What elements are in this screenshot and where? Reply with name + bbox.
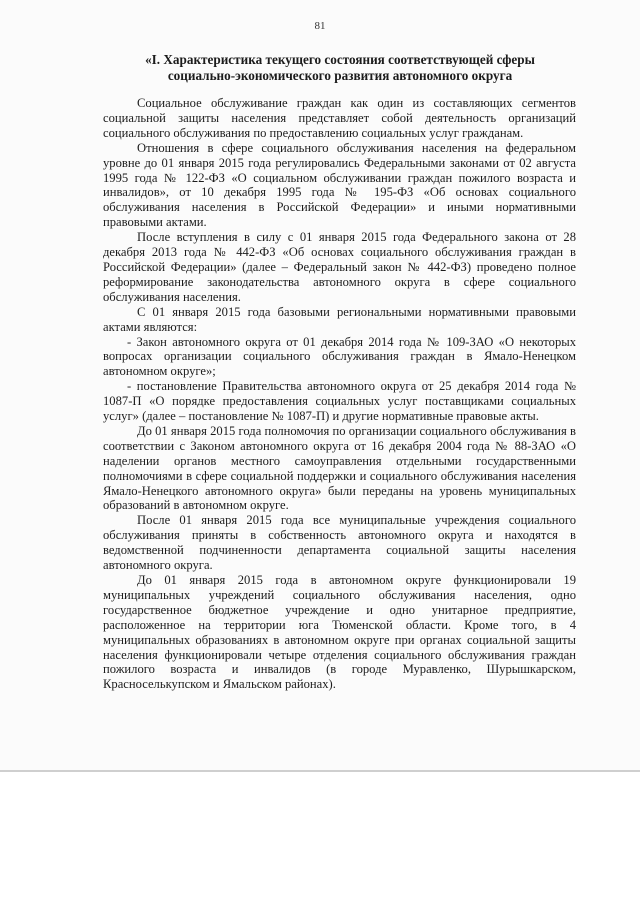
paragraph-1: Социальное обслуживание граждан как один из составляющих сегментов социальной защиты населения представляет собой деятельность организаций социального обслуживания по предоставлению социальных услуг гражданам. (103, 96, 576, 140)
list-item-law: - Закон автономного округа от 01 декабря 2014 года № 109-ЗАО «О некоторых вопросах организации социального обслуживания граждан в Ямало-Ненецком автономном округе»; (103, 334, 576, 379)
paragraph-9: До 01 января 2015 года в автономном округе функционировали 19 муниципальных учреждений социального обслуживания населения, одно государственное бюджетное учреждение и одно унитарное предприятие, расположенное на территории юга Тюменской области. Кроме того, в 4 муниципальных образованиях в автономном округе при органах социальной защиты населения функционировали четыре отделения социального обслуживания граждан пожилого возраста и инвалидов (в городе Муравленко, Шурышкарском, Красноселькупском и Ямальском районах). (103, 573, 576, 692)
section-title-line-1: «I. Характеристика текущего состояния соответствующей сферы (145, 52, 535, 67)
paragraph-4: С 01 января 2015 года базовыми региональными нормативными правовыми актами являются: (103, 304, 576, 334)
section-title-line-2: социально-экономического развития автономного округа (167, 68, 513, 83)
paragraph-3: После вступления в силу с 01 января 2015 года Федерального закона от 28 декабря 2013 года № 442-ФЗ «Об основах социального обслуживания граждан в Российской Федерации» (далее – Федеральный закон № 442-ФЗ) проведено полное реформирование законодательства автономного округа в сфере социального обслуживания населения. (103, 230, 576, 304)
paragraph-8: После 01 января 2015 года все муниципальные учреждения социального обслуживания приняты в собственность автономного округа и находятся в ведомственной подчиненности департамента социальной защиты населения автономного округа. (103, 513, 576, 573)
page-number: 81 (314, 20, 326, 32)
paragraph-2: Отношения в сфере социального обслуживания населения на федеральном уровне до 01 января 2015 года регулировались Федеральными законами от 02 августа 1995 года № 122-ФЗ «О социальном обслуживании граждан пожилого возраста и инвалидов», от 10 декабря 1995 года № 195-ФЗ «Об основах социального обслуживания населения в Российской Федерации» и иными нормативными правовыми актами. (103, 140, 576, 230)
list-item-resolution: - постановление Правительства автономного округа от 25 декабря 2014 года № 1087-П «О порядке предоставления социальных услуг поставщиками социальных услуг» (далее – постановление № 1087-П) и другие нормативные правовые акты. (103, 379, 576, 424)
paragraph-7: До 01 января 2015 года полномочия по организации социального обслуживания в соответствии с Законом автономного округа от 16 декабря 2004 года № 88-ЗАО «О наделении органов местного самоуправления отдельными государственными полномочиями в сфере социальной поддержки и социального обслуживания населения Ямало-Ненецкого автономного округа» были переданы на уровень муниципальных образований в автономном округе. (103, 423, 576, 513)
section-title (105, 52, 575, 84)
document-body (103, 96, 576, 692)
